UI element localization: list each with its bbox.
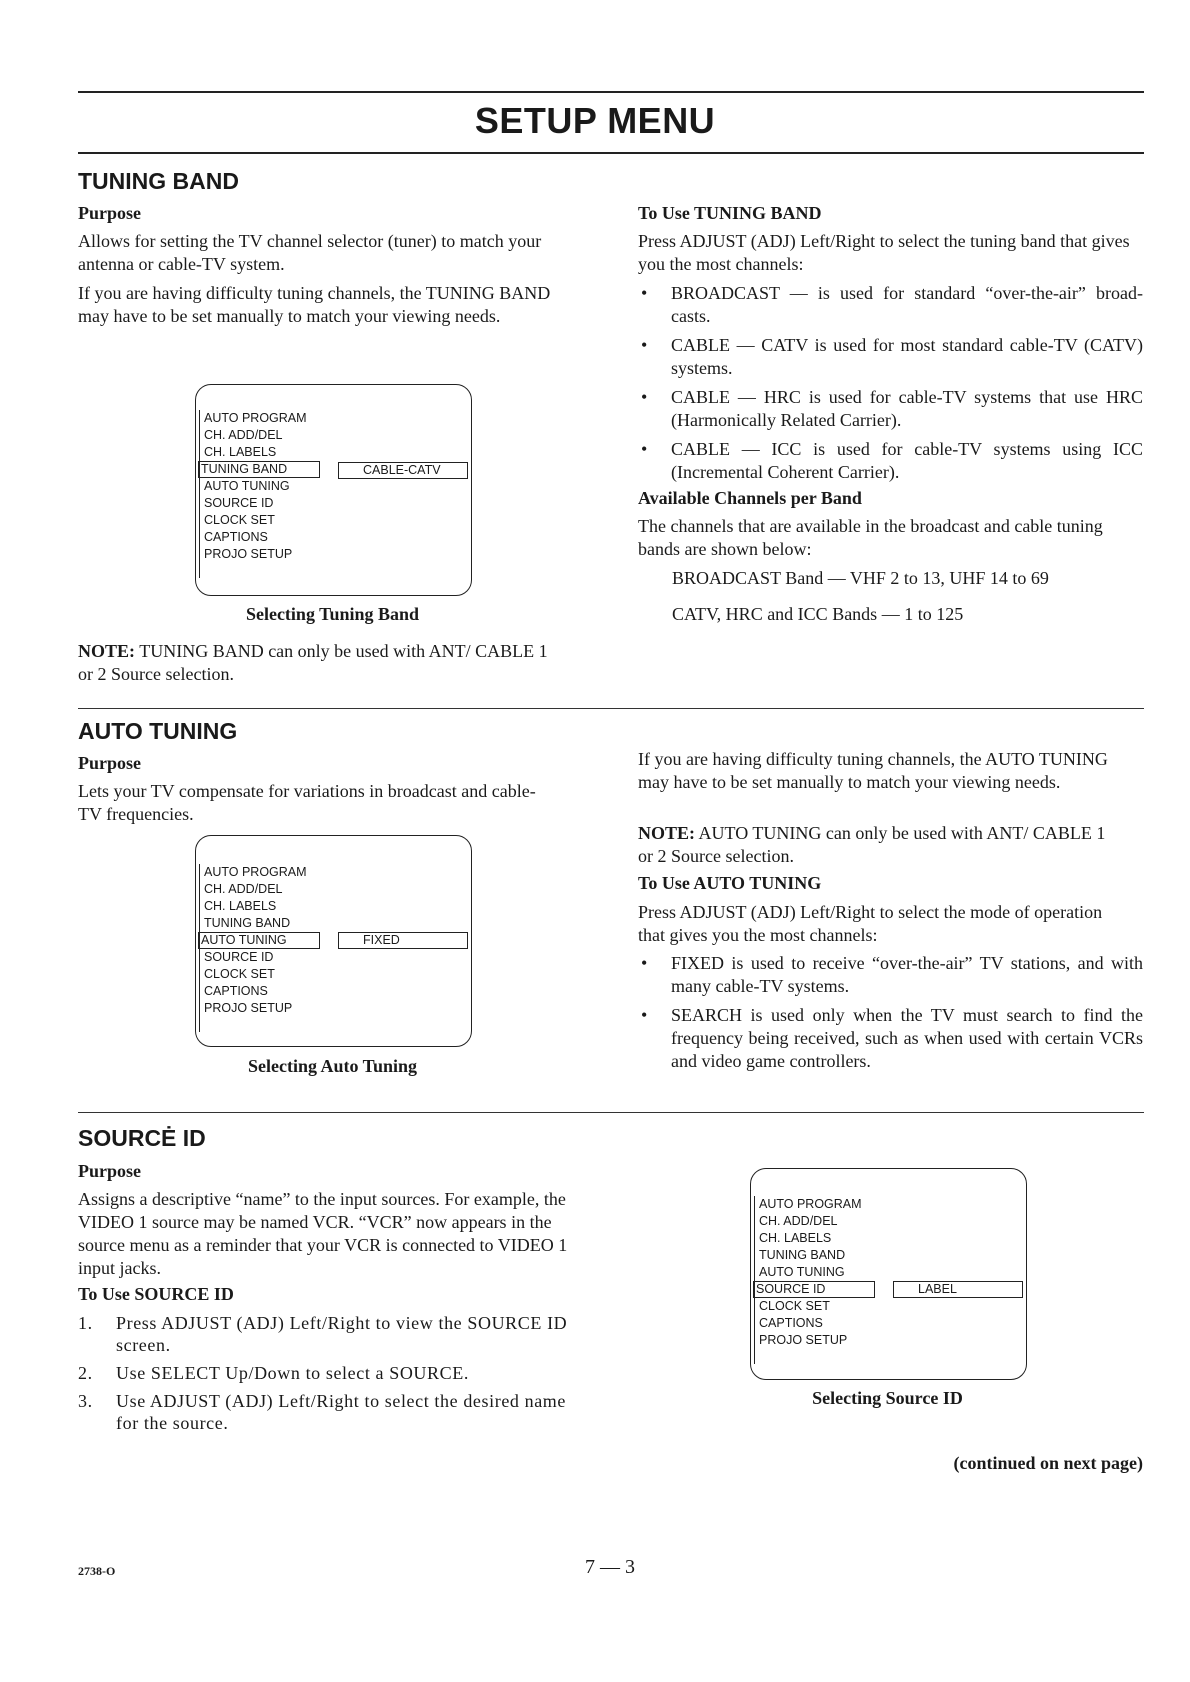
bullet-item: • FIXED is used to receive “over-the-air” TV stations, and with many cable-TV systems.	[638, 952, 1143, 998]
auto-tuning-right-p1: If you are having difficulty tuning channels, the AUTO TUNING may have to be set manually to match your viewing needs.	[638, 749, 1108, 792]
menu-item: AUTO TUNING	[759, 1265, 845, 1279]
section-divider	[78, 1112, 1144, 1113]
menu-item: AUTO PROGRAM	[759, 1197, 862, 1211]
menu-item-selected: AUTO TUNING	[198, 932, 320, 949]
bullet-item: • SEARCH is used only when the TV must search to find the frequency being received, such as when used with certain VCRs and video game controllers.	[638, 1004, 1143, 1073]
tuning-band-bullets	[638, 282, 1143, 490]
step-text: Press ADJUST (ADJ) Left/Right to view the SOURCE ID screen.	[116, 1313, 568, 1355]
menu-item: PROJO SETUP	[204, 547, 293, 561]
auto-tuning-caption: Selecting Auto Tuning	[247, 1056, 418, 1076]
broadcast-band-text: BROADCAST Band — VHF 2 to 13, UHF 14 to 69	[672, 568, 1049, 588]
cable-bands-text: CATV, HRC and ICC Bands — 1 to 125	[672, 604, 964, 624]
tuning-band-use-heading: To Use TUNING BAND	[638, 203, 822, 223]
bullet-item: • CABLE — HRC is used for cable-TV systems that use HRC (Harmonically Related Carrier).	[638, 386, 1143, 432]
menu-item: CH. ADD/DEL	[204, 882, 283, 896]
channels-text: The channels that are available in the broadcast and cable tuning bands are shown below:	[638, 516, 1103, 559]
tuning-band-caption: Selecting Tuning Band	[245, 604, 420, 624]
note-label: NOTE:	[78, 641, 136, 661]
auto-tuning-use-text: Press ADJUST (ADJ) Left/Right to select the mode of operation that gives you the most channels:	[638, 902, 1103, 945]
menu-item: CLOCK SET	[204, 967, 275, 981]
menu-item: CH. ADD/DEL	[759, 1214, 838, 1228]
source-id-purpose-heading: Purpose	[78, 1161, 141, 1181]
note-text: TUNING BAND can only be used with ANT/ CABLE 1 or 2 Source selection.	[78, 641, 548, 684]
menu-item: CAPTIONS	[204, 984, 268, 998]
source-id-menu	[754, 1196, 875, 1364]
auto-tuning-note	[638, 822, 1108, 868]
auto-tuning-purpose-p1: Lets your TV compensate for variations in broadcast and cable-TV frequencies.	[78, 781, 536, 824]
tuning-band-purpose-p2: If you are having difficulty tuning channels, the TUNING BAND may have to be set manually to match your viewing needs.	[78, 283, 551, 326]
note-text: AUTO TUNING can only be used with ANT/ CABLE 1 or 2 Source selection.	[638, 823, 1106, 866]
auto-tuning-title: AUTO TUNING	[78, 718, 238, 744]
menu-item: CAPTIONS	[759, 1316, 823, 1330]
menu-item: AUTO PROGRAM	[204, 865, 307, 879]
source-id-purpose-p1: Assigns a descriptive “name” to the input sources. For example, the VIDEO 1 source may be named VCR. “VCR” now appears in the source menu as a reminder that your VCR is connected to VIDEO 1 input jacks.	[78, 1189, 568, 1278]
menu-item: CH. LABELS	[204, 899, 277, 913]
menu-item: TUNING BAND	[759, 1248, 846, 1262]
source-id-title: SOURCĖ ID	[78, 1125, 206, 1151]
source-id-steps	[78, 1312, 588, 1440]
bullet-item: • CABLE — ICC is used for cable-TV systems using ICC (Incremental Coherent Carrier).	[638, 438, 1143, 484]
menu-item: CH. LABELS	[204, 445, 277, 459]
footer-code: 2738-O	[78, 1564, 116, 1578]
menu-item: SOURCE ID	[204, 496, 274, 510]
step-text: Use ADJUST (ADJ) Left/Right to select the desired name for the source.	[116, 1391, 566, 1433]
menu-item: PROJO SETUP	[204, 1001, 293, 1015]
step-number: 1.	[78, 1313, 93, 1333]
source-id-use-heading: To Use SOURCE ID	[78, 1284, 234, 1304]
menu-item: TUNING BAND	[204, 916, 291, 930]
menu-item: CH. ADD/DEL	[204, 428, 283, 442]
step-number: 3.	[78, 1391, 93, 1411]
source-id-value-box: LABEL	[893, 1281, 1023, 1298]
step-number: 2.	[78, 1363, 93, 1383]
page-title: SETUP MENU	[474, 100, 716, 141]
menu-item: AUTO TUNING	[204, 479, 290, 493]
menu-item: CLOCK SET	[204, 513, 275, 527]
channels-heading: Available Channels per Band	[638, 488, 862, 508]
menu-item: CAPTIONS	[204, 530, 268, 544]
header-top-rule	[78, 91, 1144, 93]
menu-item: AUTO PROGRAM	[204, 411, 307, 425]
auto-tuning-menu	[199, 864, 320, 1032]
source-id-caption: Selecting Source ID	[812, 1388, 963, 1408]
auto-tuning-purpose-heading: Purpose	[78, 753, 141, 773]
auto-tuning-bullets	[638, 952, 1143, 1079]
bullet-item: • CABLE — CATV is used for most standard cable-TV (CATV) systems.	[638, 334, 1143, 380]
menu-item-selected: TUNING BAND	[198, 461, 320, 478]
menu-item: PROJO SETUP	[759, 1333, 848, 1347]
menu-item: CH. LABELS	[759, 1231, 832, 1245]
header-bottom-rule	[78, 152, 1144, 154]
tuning-band-purpose-p1: Allows for setting the TV channel selector (tuner) to match your antenna or cable-TV system.	[78, 231, 542, 274]
bullet-item: • BROADCAST — is used for standard “over-the-air” broad- casts.	[638, 282, 1143, 328]
step-item	[78, 1312, 588, 1356]
tuning-band-use-text: Press ADJUST (ADJ) Left/Right to select the tuning band that gives you the most channels:	[638, 231, 1130, 274]
auto-tuning-use-heading: To Use AUTO TUNING	[638, 873, 822, 893]
menu-item: CLOCK SET	[759, 1299, 830, 1313]
tuning-band-value-box: CABLE-CATV	[338, 462, 468, 479]
continued-note: (continued on next page)	[953, 1453, 1143, 1473]
note-label: NOTE:	[638, 823, 696, 843]
step-item	[78, 1362, 588, 1384]
step-text: Use SELECT Up/Down to select a SOURCE.	[116, 1363, 469, 1383]
section-divider	[78, 708, 1144, 709]
page-number: 7 — 3	[585, 1556, 635, 1578]
tuning-band-note	[78, 640, 558, 686]
tuning-band-purpose-heading: Purpose	[78, 203, 141, 223]
auto-tuning-value-box: FIXED	[338, 932, 468, 949]
step-item	[78, 1390, 588, 1434]
tuning-band-menu	[199, 410, 320, 578]
menu-item-selected: SOURCE ID	[753, 1281, 875, 1298]
tuning-band-title: TUNING BAND	[78, 168, 239, 194]
menu-item: SOURCE ID	[204, 950, 274, 964]
